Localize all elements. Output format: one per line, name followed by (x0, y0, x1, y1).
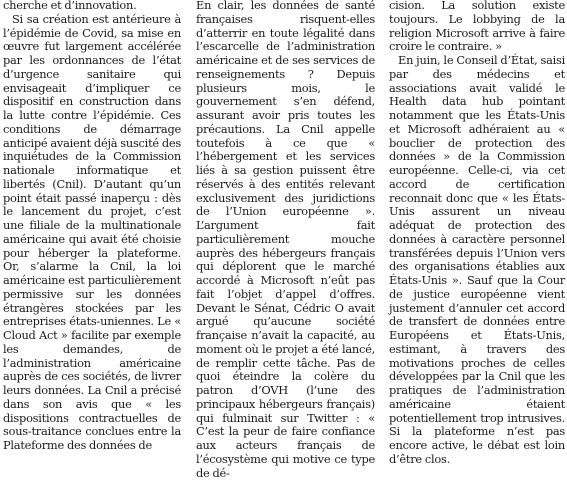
article-column-1 (3, 0, 181, 453)
paragraph: Si sa création est antérieure à l’épidémie de Covid, sa mise en œuvre fut largement accélérée par les ordonnances de l’état d’urgence sanitaire qui envisageait d’impliquer ce dispositif en construction dans la lutte contre l’épidémie. Ces conditions de démarrage anticipé avaient déjà suscité des inquiétudes de la Commission nationale informatique et libertés (Cnil). D’autant qu’un point était passé inaperçu : dès le lancement du projet, c’est une filiale de la multinationale américaine qui avait été choisie pour héberger la plateforme. Or, s’alarme la Cnil, la loi américaine est particulièrement permissive sur les données étrangères stockées par les entreprises états-uniennes. Le « Cloud Act » facilite par exemple les demandes, de l’administration américaine auprès de ces sociétés, de livrer leurs données. La Cnil a précisé dans son avis que « les dispositions contractuelles de sous-traitance conclues entre la Plateforme des données de (3, 11, 181, 452)
paragraph: En clair, les données de santé françaises risquent-elles d’atterrir en toute légalité dans l’escarcelle de l’administration américaine et de ses services de renseignements ? Depuis plusieurs mois, le gouvernement s’en défend, assurant avoir pris toutes les précautions. La Cnil appelle toutefois à ce que « l’hébergement et les services liés à sa gestion puissent être réservés à des entités relevant exclusivement des juridictions de l’Union européenne ». L’argument fait particulièrement mouche auprès des hébergeurs français qui déplorent que le marché accordé à Microsoft n’eût pas fait l’objet d’appel d’offres. Devant le Sénat, Cédric O avait argué qu’aucune société française n’avait la capacité, au moment où le projet a été lancé, de remplir cette tâche. Pas de quoi éteindre la colère du patron d’OVH (l’une des principaux hébergeurs français) qui fulminait sur Twitter : « C’est la peur de faire confiance aux acteurs français de l’écosystème qui motive ce type de dé- (196, 0, 375, 480)
paragraph: cherche et d’innovation. (3, 0, 137, 12)
article-column-3 (389, 0, 565, 467)
article-column-2 (196, 0, 375, 480)
paragraph: cision. La solution existe toujours. Le lobbying de la religion Microsoft arrive à faire croire le contraire. » (389, 0, 565, 54)
paragraph: En juin, le Conseil d’État, saisi par des médecins et associations avait validé le Health data hub pointant notamment que les États-Unis et Microsoft adhéraient au « bouclier de protection des données » de la Commission européenne. Celle-ci, via cet accord de certification reconnait donc que « les États-Unis assurent un niveau adéquat de protection des données à caractère personnel transférées depuis l’Union vers des organisations établies aux États-Unis ». Sauf que la Cour de justice européenne vient justement d’annuler cet accord de transfert de données entre Européens et États-Unis, estimant, à travers des motivations proches de celles développées par la Cnil que les pratiques de l’administration américaine étaient potentiellement trop intrusives. Si la plateforme n’est pas encore active, le débat est loin d’être clos. (389, 53, 565, 466)
